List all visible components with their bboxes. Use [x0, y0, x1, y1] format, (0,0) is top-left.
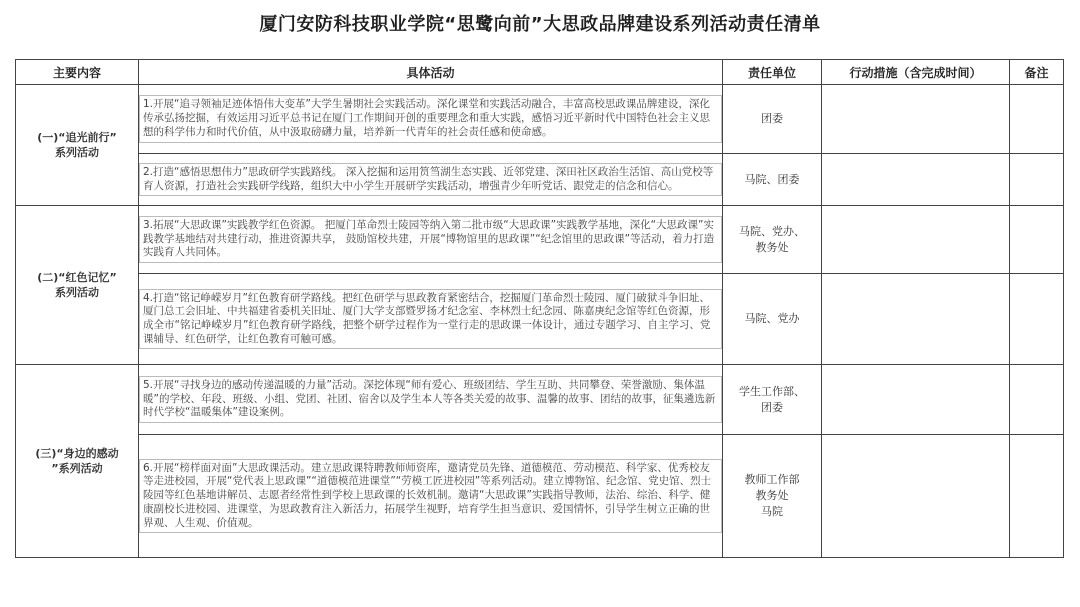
header-remarks: 备注 [1010, 60, 1064, 85]
activity-cell: 5.开展“寻找身边的感动传递温暖的力量”活动。深挖体现“师有爱心、班级团结、学生互助、共同攀登、荣誉激励、集体温暖”的学校、年段、班级、小组、党团、社团、宿舍以及学生本人等各类关爱的故事、温馨的故事、团结的故事，征集遴选新时代学校“温暖集体”建设案例。 [139, 365, 723, 435]
measures-cell[interactable] [822, 206, 1010, 274]
measures-cell[interactable] [822, 435, 1010, 558]
remarks-cell[interactable] [1010, 274, 1064, 365]
activity-cell: 2.打造“感悟思想伟力”思政研学实践路线。 深入挖掘和运用筼筜湖生态实践、近邻党建、深田社区政治生活馆、高山党校等育人资源，打造社会实践研学线路，组织大中小学生开展研学实践活动，增强青少年听党话、跟党走的信念和信心。 [139, 154, 723, 206]
unit-cell: 团委 [723, 85, 822, 154]
group-label: (三)“身边的感动 ”系列活动 [16, 365, 139, 558]
unit-cell: 马院、团委 [723, 154, 822, 206]
activity-cell: 4.打造“铭记峥嵘岁月”红色教育研学路线。把红色研学与思政教育紧密结合，挖掘厦门革命烈士陵园、厦门破狱斗争旧址、厦门总工会旧址、中共福建省委机关旧址、厦门大学支部暨罗扬才纪念室、李林烈士纪念园、陈嘉庚纪念馆等红色资源，形成全市“铭记峥嵘岁月”红色教育研学路线，把整个研学过程作为一堂行走的思政课一体设计，通过专题学习、自主学习、党课辅导、红色研学，让红色教育可触可感。 [139, 274, 723, 365]
table-row [16, 435, 1064, 558]
table-row [16, 85, 1064, 154]
remarks-cell[interactable] [1010, 85, 1064, 154]
table-row [16, 274, 1064, 365]
unit-cell: 马院、党办、 教务处 [723, 206, 822, 274]
group-label: (二)“红色记忆” 系列活动 [16, 206, 139, 365]
activity-cell: 1.开展“追寻领袖足迹体悟伟大变革”大学生暑期社会实践活动。深化课堂和实践活动融合，丰富高校思政课品牌建设，深化传承弘扬挖掘，有效运用习近平总书记在厦门工作期间开创的重要理念和重大实践，感悟习近平新时代中国特色社会主义思想的科学伟力和时代价值，从中汲取磅礴力量，培养新一代青年的社会责任感和使命感。 [139, 85, 723, 154]
activity-cell: 3.拓展“大思政课”实践教学红色资源。 把厦门革命烈士陵园等纳入第二批市级“大思政课”实践教学基地，深化“大思政课”实践教学基地结对共建行动，推进资源共享， 鼓励馆校共建，开展“博物馆里的思政课”“纪念馆里的思政课”等活动，着力打造实践育人共同体。 [139, 206, 723, 274]
page-title: 厦门安防科技职业学院“思鹭向前”大思政品牌建设系列活动责任清单 [259, 14, 821, 35]
group-label: (一)“追光前行” 系列活动 [16, 85, 139, 206]
table-row [16, 206, 1064, 274]
responsibility-table [15, 59, 1064, 558]
activity-cell: 6.开展“榜样面对面”大思政课活动。建立思政课特聘教师师资库，邀请党员先锋、道德模范、劳动模范、科学家、优秀校友等走进校园，开展“党代表上思政课”“道德模范进课堂”“劳模工匠进校园”等系列活动。建立博物馆、纪念馆、党史馆、烈士陵园等红色基地讲解员、志愿者经常性到学校上思政课的长效机制。邀请“大思政课”实践指导教师，法治、综治、科学、健康副校长进校园、进课堂，为思政教育注入新活力，拓展学生视野，培育学生担当意识、爱国情怀，引导学生树立正确的世界观、人生观、价值观。 [139, 435, 723, 558]
measures-cell[interactable] [822, 274, 1010, 365]
header-measures: 行动措施（含完成时间） [822, 60, 1010, 85]
header-main-content: 主要内容 [16, 60, 139, 85]
table-header-row [16, 60, 1064, 85]
table-row [16, 365, 1064, 435]
unit-cell: 学生工作部、 团委 [723, 365, 822, 435]
remarks-cell[interactable] [1010, 435, 1064, 558]
header-activity: 具体活动 [139, 60, 723, 85]
remarks-cell[interactable] [1010, 206, 1064, 274]
unit-cell: 马院、党办 [723, 274, 822, 365]
remarks-cell[interactable] [1010, 154, 1064, 206]
unit-cell: 教师工作部 教务处 马院 [723, 435, 822, 558]
measures-cell[interactable] [822, 154, 1010, 206]
measures-cell[interactable] [822, 85, 1010, 154]
remarks-cell[interactable] [1010, 365, 1064, 435]
header-unit: 责任单位 [723, 60, 822, 85]
table-row [16, 154, 1064, 206]
measures-cell[interactable] [822, 365, 1010, 435]
